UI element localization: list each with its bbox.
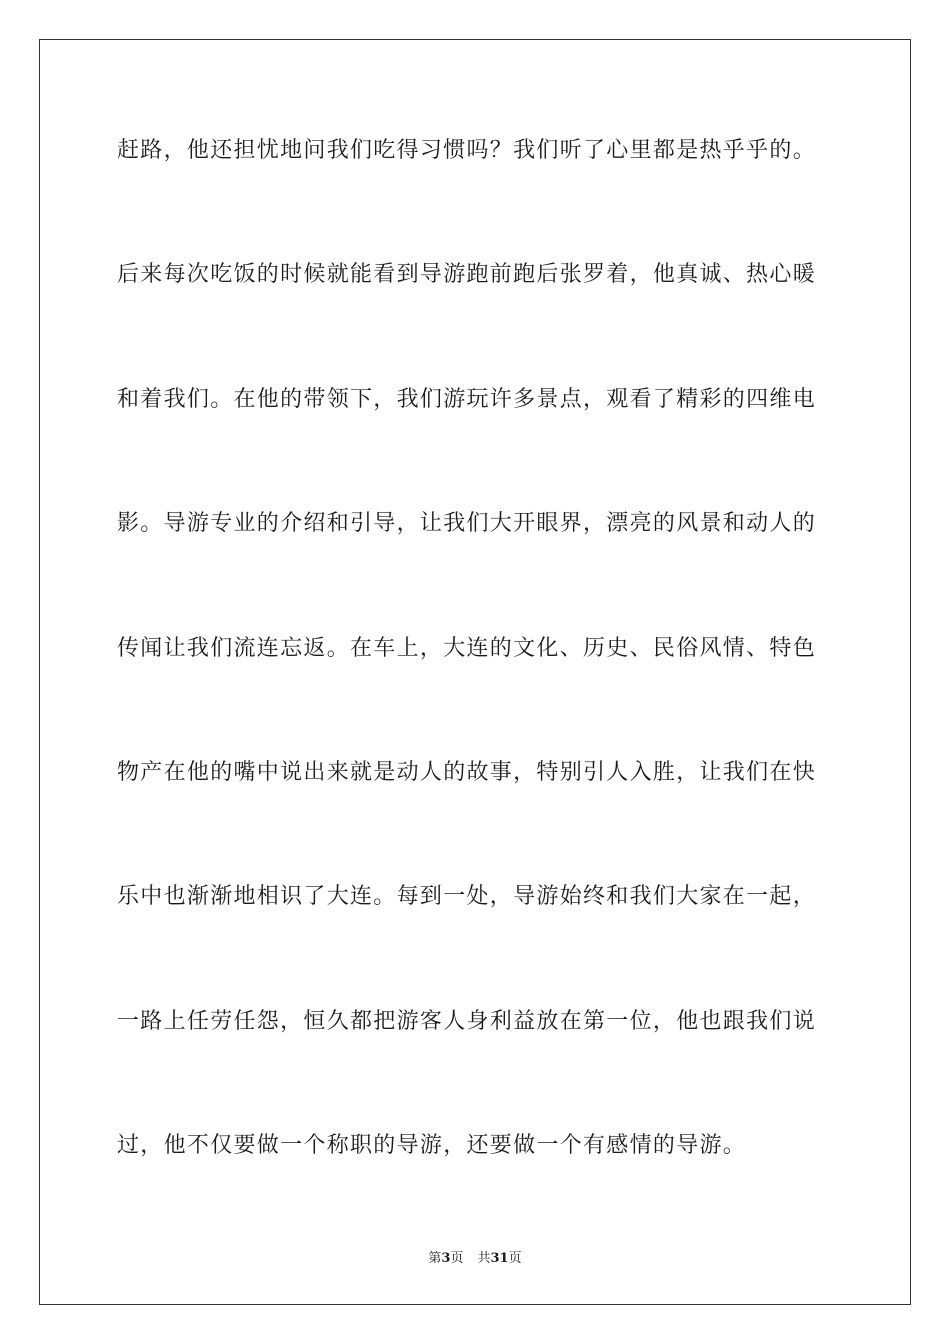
text-line-9: 过，他不仅要做一个称职的导游，还要做一个有感情的导游。 bbox=[117, 1133, 747, 1159]
body-text bbox=[117, 120, 837, 1240]
page-number: 3 bbox=[441, 1251, 451, 1266]
total-prefix: 共 bbox=[477, 1251, 491, 1266]
total-suffix: 页 bbox=[508, 1251, 522, 1266]
page-footer bbox=[0, 1247, 950, 1266]
text-line-2: 后来每次吃饭的时候就能看到导游跑前跑后张罗着，他真诚、热心暖 bbox=[117, 262, 817, 288]
text-line-3: 和着我们。在他的带领下，我们游玩许多景点，观看了精彩的四维电 bbox=[117, 386, 817, 412]
text-line-4: 影。导游专业的介绍和引导，让我们大开眼界，漂亮的风景和动人的 bbox=[117, 511, 817, 537]
text-line-6: 物产在他的嘴中说出来就是动人的故事，特别引人入胜，让我们在快 bbox=[117, 759, 817, 785]
text-line-5: 传闻让我们流连忘返。在车上，大连的文化、历史、民俗风情、特色 bbox=[117, 635, 817, 661]
total-pages: 31 bbox=[490, 1251, 509, 1266]
page-prefix: 第 bbox=[428, 1251, 442, 1266]
page-suffix: 页 bbox=[450, 1251, 464, 1266]
text-line-7: 乐中也渐渐地相识了大连。每到一处，导游始终和我们大家在一起， bbox=[117, 884, 817, 910]
text-line-8: 一路上任劳任怨，恒久都把游客人身利益放在第一位，他也跟我们说 bbox=[117, 1008, 817, 1034]
text-line-1: 赶路，他还担忧地问我们吃得习惯吗？我们听了心里都是热乎乎的。 bbox=[117, 138, 817, 163]
